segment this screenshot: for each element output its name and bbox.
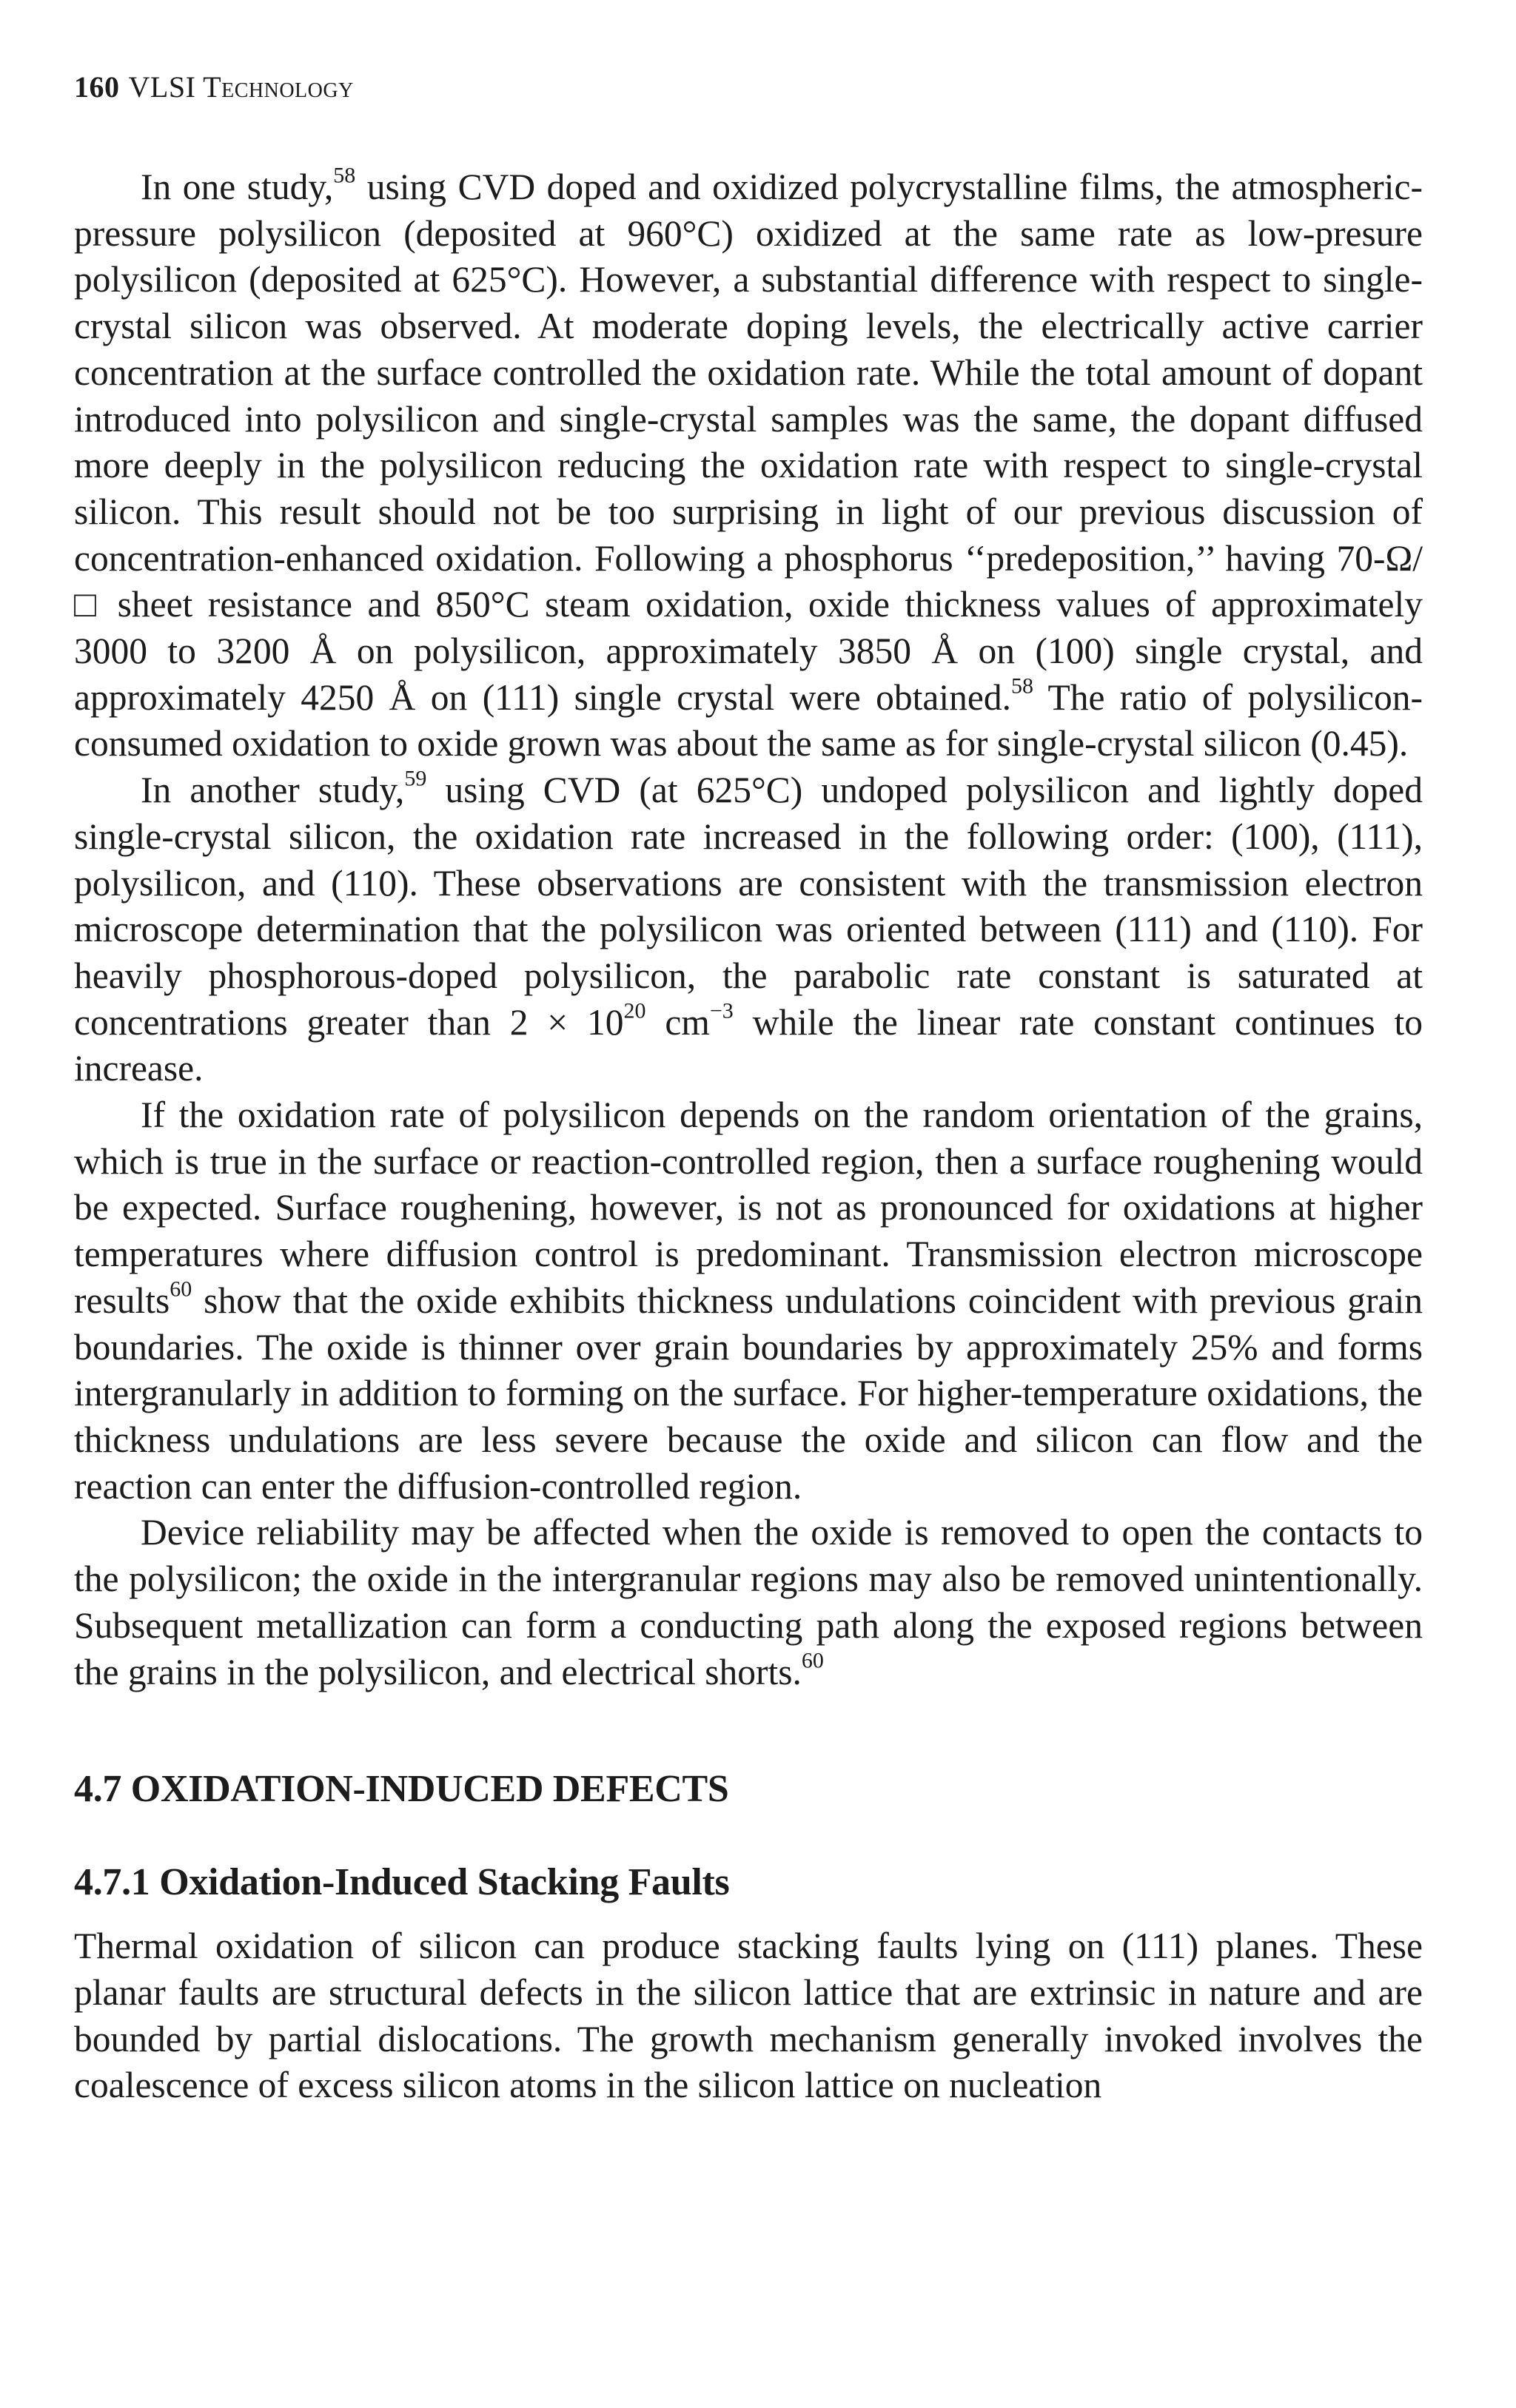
paragraph-3: [74, 1092, 1423, 1510]
body-text: [74, 164, 1423, 2109]
reference-superscript: 59: [404, 766, 427, 791]
reference-superscript: 58: [333, 163, 356, 188]
reference-superscript: 58: [1010, 673, 1033, 699]
subsection-heading: 4.7.1 Oxidation-Induced Stacking Faults: [74, 1861, 730, 1904]
paragraph-1: [74, 164, 1423, 767]
paragraph-text: using CVD doped and oxidized polycrystalline films, the atmospheric-pressure polysilicon (deposited at 960°C) oxidized at the same rate as low-presure polysilicon (deposited at 625°C). However, a substantial difference with respect to single-crystal silicon was observed. At moderate doping levels, the electrically active carrier concentration at the surface controlled the oxidation rate. While the total amount of dopant introduced into polysilicon and single-crystal samples was the same, the dopant diffused more deeply in the polysilicon reducing the oxidation rate with respect to single-crystal silicon. This result should not be too surprising in light of our previous discussion of concentration-enhanced oxidation. Following a phosphorus ‘‘predeposition,’’ having 70-Ω/□ sheet resistance and 850°C steam oxidation, oxide thickness values of approximately 3000 to 3200 Å on polysilicon, approximately 3850 Å on (100) single crystal, and approximately 4250 Å on (111) single crystal were obtained.: [74, 167, 1423, 718]
paragraph-text: cm: [645, 1001, 710, 1043]
book-page: [74, 0, 1423, 2408]
reference-superscript: 60: [801, 1648, 824, 1672]
paragraph-text: In one study,: [141, 167, 334, 207]
running-head-title: VLSI Technology: [128, 70, 354, 104]
paragraph-text: The ratio of polysilicon-consumed oxidation to oxide grown was about the same as for single-crystal silicon (0.45).: [74, 676, 1423, 764]
section-heading: 4.7 OXIDATION-INDUCED DEFECTS: [74, 1768, 729, 1811]
running-head: [74, 70, 354, 104]
paragraph-text: If the oxidation rate of polysilicon depends on the random orientation of the grains, which is true in the surface or reaction-controlled region, then a surface roughening would be expected. Surface roughening, however, is not as pronounced for oxidations at higher temperatures where diffusion control is predominant. Transmission electron microscope results: [74, 1094, 1423, 1321]
exponent-superscript: 20: [623, 998, 646, 1023]
paragraph-text: while the linear rate constant continues to increase.: [74, 1001, 1423, 1089]
paragraph-text: In another study,: [141, 770, 405, 811]
paragraph-text: show that the oxide exhibits thickness undulations coincident with previous grain boundaries. The oxide is thinner over grain boundaries by approximately 25% and forms intergranularly in addition to forming on the surface. For higher-temperature oxidations, the thickness undulations are less severe because the oxide and silicon can flow and the reaction can enter the diffusion-controlled region.: [74, 1279, 1423, 1507]
paragraph-text: Device reliability may be affected when the oxide is removed to open the contacts to the polysilicon; the oxide in the intergranular regions may also be removed unintentionally. Subsequent metallization can form a conducting path along the exposed regions between the grains in the polysilicon, and electrical shorts.: [74, 1512, 1423, 1692]
reference-superscript: 60: [170, 1277, 192, 1302]
page-number: 160: [74, 70, 120, 104]
paragraph-2: [74, 767, 1423, 1092]
exponent-superscript: −3: [709, 998, 734, 1023]
paragraph-text: using CVD (at 625°C) undoped polysilicon and lightly doped single-crystal silicon, the oxidation rate increased in the following order: (100), (111), polysilicon, and (110). These observations are consistent with the transmission electron microscope determination that the polysilicon was oriented between (111) and (110). For heavily phosphorous-doped polysilicon, the parabolic rate constant is saturated at concentrations greater than 2 × 10: [74, 770, 1423, 1043]
paragraph-4: [74, 1510, 1423, 1695]
section-paragraph: Thermal oxidation of silicon can produce stacking faults lying on (111) planes. These planar faults are structural defects in the silicon lattice that are extrinsic in nature and are bounded by partial dislocations. The growth mechanism generally invoked involves the coalescence of excess silicon atoms in the silicon lattice on nucleation: [74, 1926, 1423, 2106]
